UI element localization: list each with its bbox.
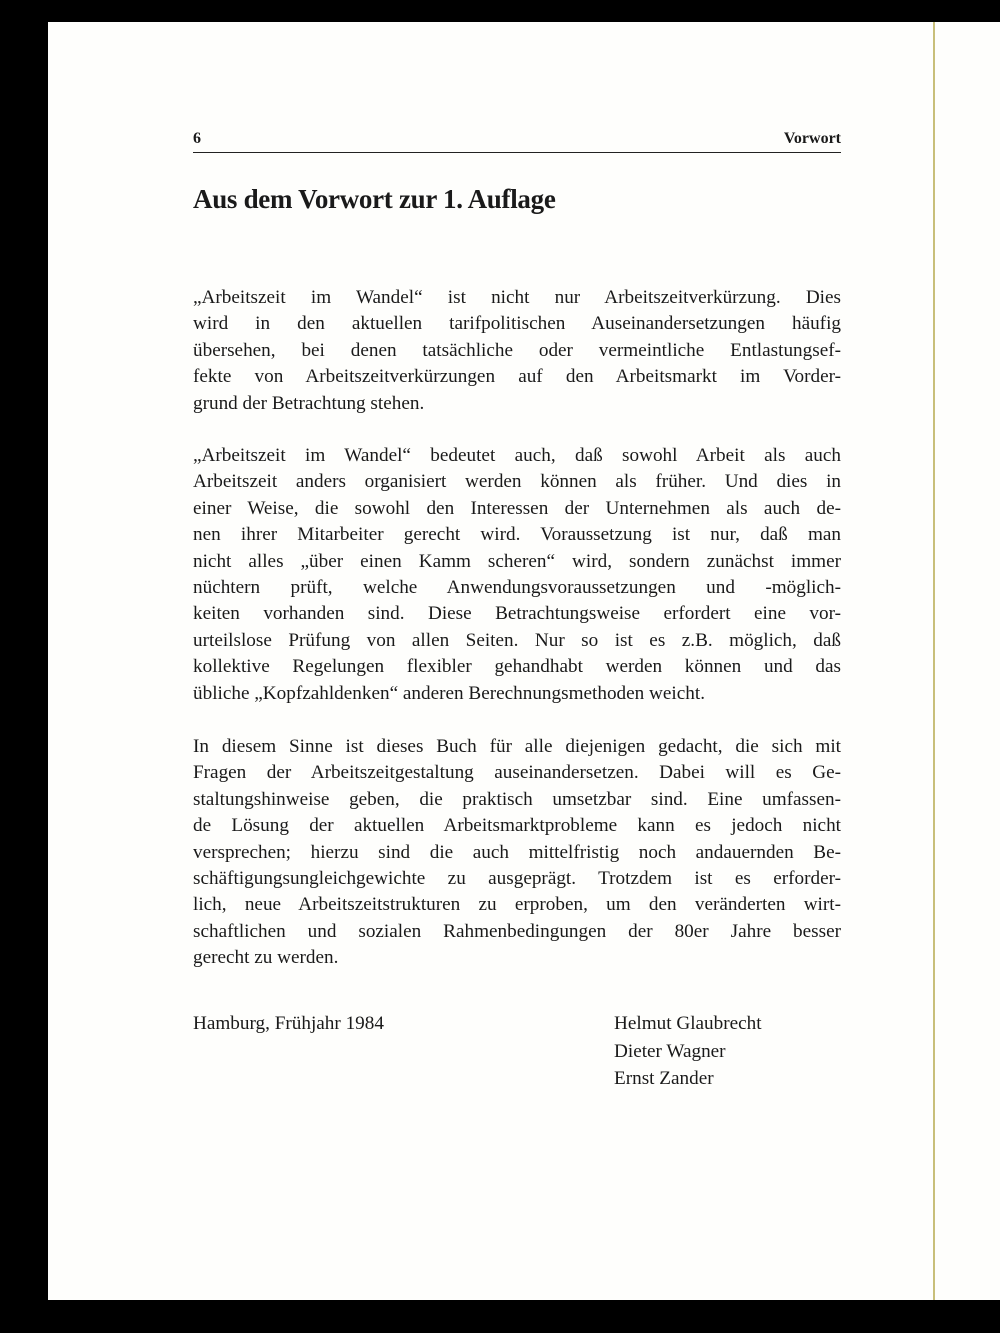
text-line: lich, neue Arbeitszeitstrukturen zu erproben, um den veränderten wirt-: [193, 894, 841, 916]
text-line: kollektive Regelungen flexibler gehandhabt werden können und das: [193, 656, 841, 678]
text-line: wird in den aktuellen tarifpolitischen Auseinandersetzungen häufig: [193, 313, 841, 335]
text-line: gerecht zu werden.: [193, 947, 339, 969]
text-line: Arbeitszeit anders organisiert werden können als früher. Und dies in: [193, 471, 841, 493]
author-name: Dieter Wagner: [614, 1040, 726, 1062]
author-name: Helmut Glaubrecht: [614, 1013, 762, 1034]
text-line: nicht alles „über einen Kamm scheren“ wird, sondern zunächst immer: [193, 550, 841, 572]
author-list: [614, 1010, 762, 1093]
text-line: In diesem Sinne ist dieses Buch für alle diejenigen gedacht, die sich mit: [193, 736, 841, 757]
text-line: staltungshinweise geben, die praktisch umsetzbar sind. Eine umfassen-: [193, 788, 841, 810]
text-line: versprechen; hierzu sind die auch mittelfristig noch andauernden Be-: [193, 841, 841, 863]
text-line: keiten vorhanden sind. Diese Betrachtungsweise erfordert eine vor-: [193, 603, 841, 625]
text-line: übersehen, bei denen tatsächliche oder vermeintliche Entlastungsef-: [193, 339, 841, 361]
text-line: urteilslose Prüfung von allen Seiten. Nur so ist es z.B. möglich, daß: [193, 629, 841, 651]
text-line: schaftlichen und sozialen Rahmenbedingungen der 80er Jahre besser: [193, 920, 841, 942]
text-line: „Arbeitszeit im Wandel“ ist nicht nur Arbeitszeitverkürzung. Dies: [193, 287, 841, 308]
author-name: Ernst Zander: [614, 1068, 714, 1089]
text-line: Fragen der Arbeitszeitgestaltung auseinandersetzen. Dabei will es Ge-: [193, 762, 841, 784]
paragraph-2: [193, 443, 841, 707]
text-line: schäftigungsungleichgewichte zu ausgeprägt. Trotzdem ist es erforder-: [193, 867, 841, 889]
page-number: 6: [193, 130, 201, 147]
text-line: fekte von Arbeitszeitverkürzungen auf den Arbeitsmarkt im Vorder-: [193, 366, 841, 388]
paragraph-1: [193, 285, 841, 417]
section-title: Aus dem Vorwort zur 1. Auflage: [193, 184, 556, 214]
text-line: de Lösung der aktuellen Arbeitsmarktprobleme kann es jedoch nicht: [193, 815, 841, 837]
text-line: nen ihrer Mitarbeiter gerecht wird. Voraussetzung ist nur, daß man: [193, 524, 841, 546]
text-line: nüchtern prüft, welche Anwendungsvoraussetzungen und -möglich-: [193, 576, 841, 598]
place-date: Hamburg, Frühjahr 1984: [193, 1013, 384, 1034]
text-line: einer Weise, die sowohl den Interessen der Unternehmen als auch de-: [193, 497, 841, 519]
paragraph-3: [193, 734, 841, 972]
running-head: Vorwort: [783, 130, 841, 147]
text-line: „Arbeitszeit im Wandel“ bedeutet auch, daß sowohl Arbeit als auch: [193, 445, 841, 466]
text-line: übliche „Kopfzahldenken“ anderen Berechnungsmethoden weicht.: [193, 682, 705, 704]
page-fold-edge: [933, 22, 935, 1300]
text-line: grund der Betrachtung stehen.: [193, 392, 425, 414]
running-header: [193, 130, 841, 153]
